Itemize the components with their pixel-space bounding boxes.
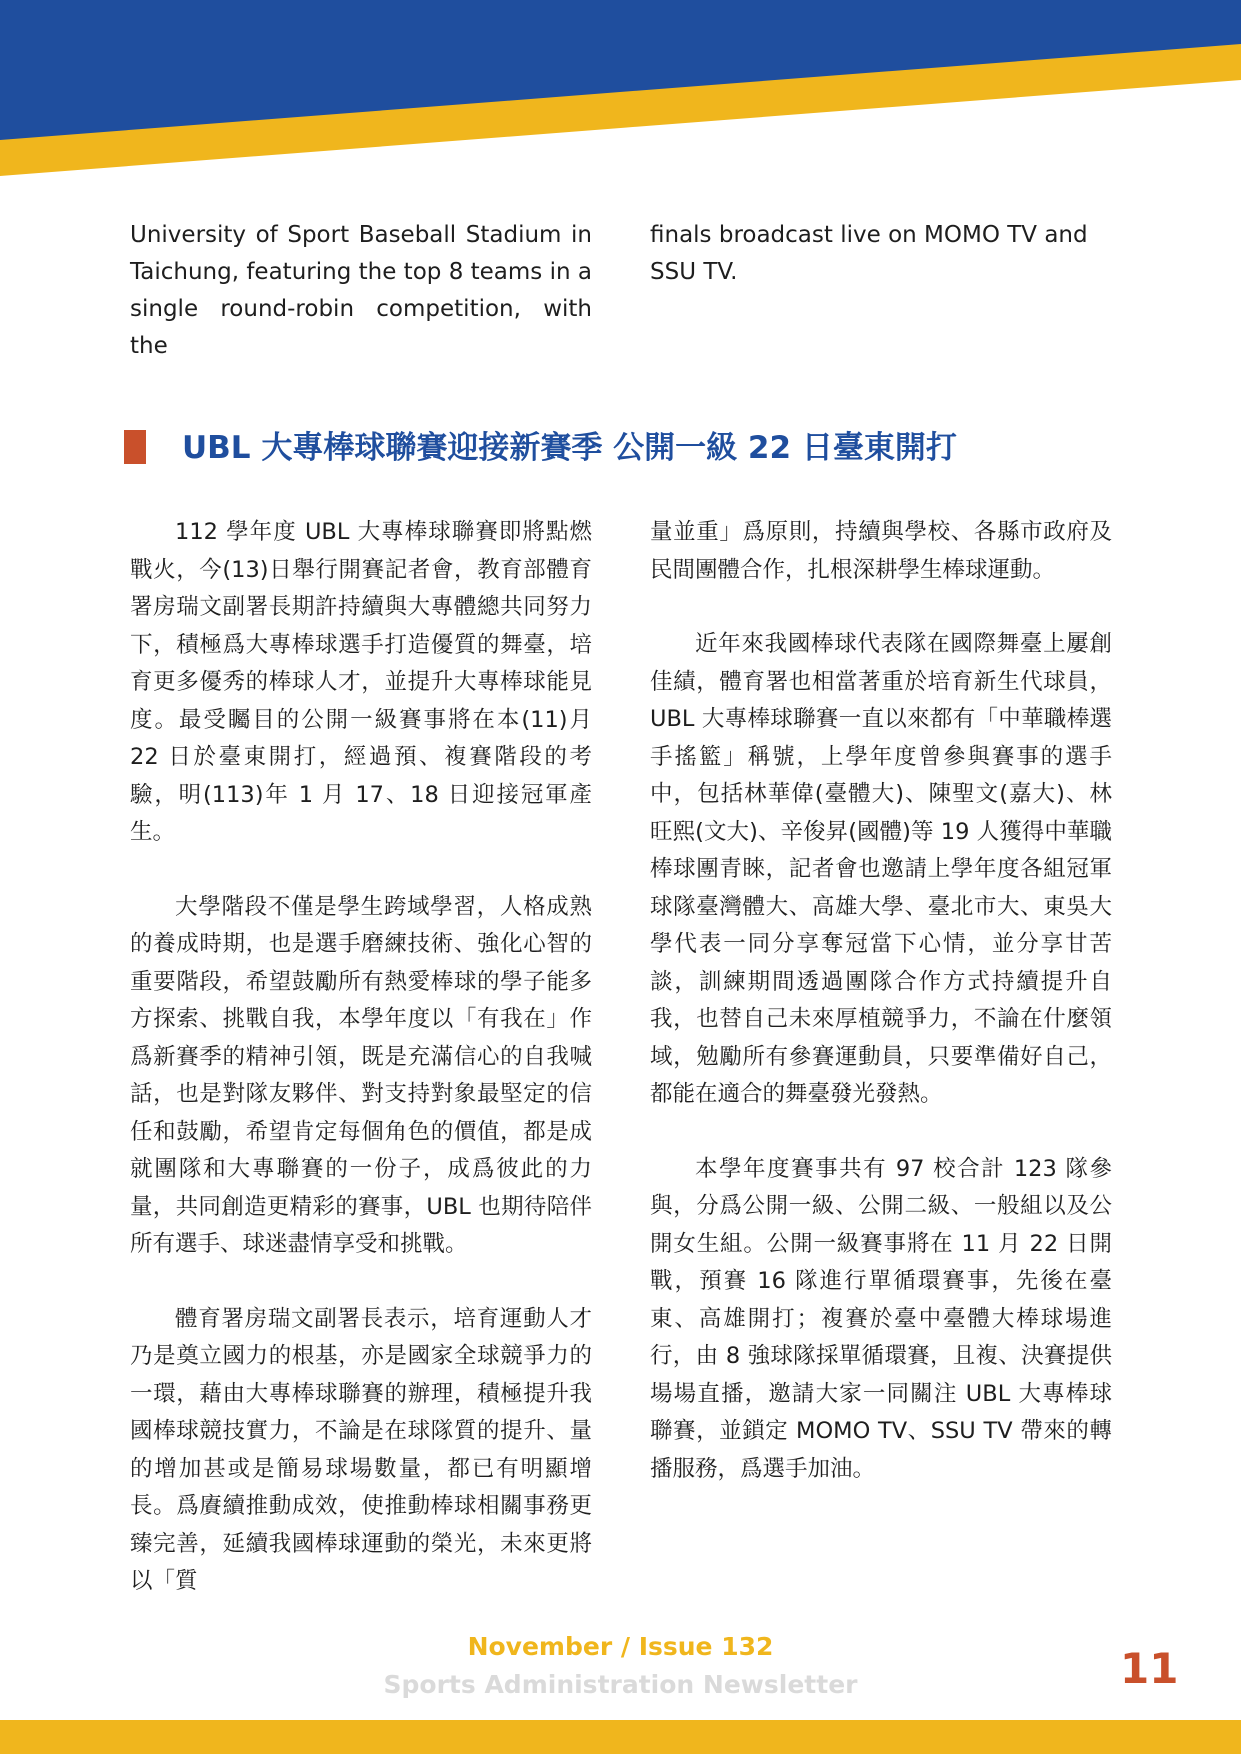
footer-issue: November / Issue 132 — [467, 1632, 774, 1661]
article-paragraph: 體育署房瑞文副署長表示，培育運動人才乃是奠立國力的根基，亦是國家全球競爭力的一環，藉由大專棒球聯賽的辦理，積極提升我國棒球競技實力，不論是在球隊質的提升、量的增加甚或是簡易球場數量，都已有明顯增長。爲賡續推動成效，使推動棒球相關事務更臻完善，延續我國棒球運動的榮光，未來更將以「質 — [130, 1305, 592, 1594]
heading-marker — [124, 430, 146, 464]
article-heading — [124, 424, 1124, 474]
page-number: 11 — [1120, 1644, 1179, 1693]
article-column-right — [650, 514, 1112, 1488]
english-paragraph-right: finals broadcast live on MOMO TV and SSU TV. — [650, 222, 1088, 285]
english-text-right — [650, 217, 1112, 291]
article-paragraph: 112 學年度 UBL 大專棒球聯賽即將點燃戰火，今(13)日舉行開賽記者會，教育部體育署房瑞文副署長期許持續與大專體總共同努力下，積極爲大專棒球選手打造優質的舞臺，培育更多優秀的棒球人才，並提升大專棒球能見度。最受矚目的公開一級賽事將在本(11)月 22 日於臺東開打，經過預、複賽階段的考驗，明(113)年 1 月 17、18 日迎接冠軍產生。 — [130, 519, 592, 845]
english-text-left — [130, 217, 592, 365]
article-paragraph: 近年來我國棒球代表隊在國際舞臺上屢創佳績，體育署也相當著重於培育新生代球員，UBL 大專棒球聯賽一直以來都有「中華職棒選手搖籃」稱號，上學年度曾參與賽事的選手中，包括林華偉(臺體大)、陳聖文(嘉大)、林旺熙(文大)、辛俊昇(國體)等 19 人獲得中華職棒球團青睞，記者會也邀請上學年度各組冠軍球隊臺灣體大、高雄大學、臺北市大、東吳大學代表一同分享奪冠當下心情，並分享甘苦談，訓練期間透過團隊合作方式持續提升自我，也替自己未來厚植競爭力，不論在什麼領域，勉勵所有參賽運動員，只要準備好自己，都能在適合的舞臺發光發熱。 — [650, 631, 1112, 1107]
bottom-bar — [0, 1720, 1241, 1754]
article-column-left — [130, 514, 592, 1601]
article-paragraph: 大學階段不僅是學生跨域學習，人格成熟的養成時期，也是選手磨練技術、強化心智的重要階段，希望鼓勵所有熱愛棒球的學子能多方探索、挑戰自我，本學年度以「有我在」作爲新賽季的精神引領，既是充滿信心的自我喊話，也是對隊友夥伴、對支持對象最堅定的信任和鼓勵，希望肯定每個角色的價值，都是成就團隊和大專聯賽的一份子，成爲彼此的力量，共同創造更精彩的賽事，UBL 也期待陪伴所有選手、球迷盡情享受和挑戰。 — [130, 893, 592, 1257]
footer-publication: Sports Administration Newsletter — [383, 1670, 858, 1699]
top-banner — [0, 0, 1241, 180]
article-paragraph: 本學年度賽事共有 97 校合計 123 隊參與，分爲公開一級、公開二級、一般組以及公開女生組。公開一級賽事將在 11 月 22 日開戰，預賽 16 隊進行單循環賽事，先後在臺東、高雄開打；複賽於臺中臺體大棒球場進行，由 8 強球隊採單循環賽，且複、決賽提供場場直播，邀請大家一同關注 UBL 大專棒球聯賽，並鎖定 MOMO TV、SSU TV 帶來的轉播服務，爲選手加油。 — [650, 1155, 1112, 1482]
english-paragraph-left: University of Sport Baseball Stadium in Taichung, featuring the top 8 teams in a single round-robin competition, with the — [130, 222, 592, 359]
article-title: UBL 大專棒球聯賽迎接新賽季 公開一級 22 日臺東開打 — [182, 430, 957, 466]
article-paragraph: 量並重」爲原則，持續與學校、各縣市政府及民間團體合作，扎根深耕學生棒球運動。 — [650, 519, 1112, 583]
